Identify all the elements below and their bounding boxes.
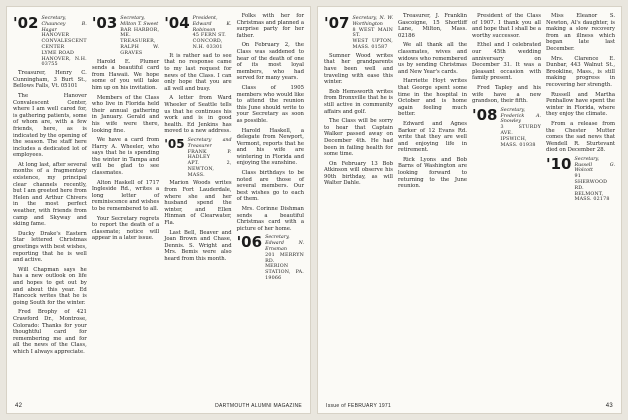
page-footer (7, 403, 310, 410)
column-paragraph: Rick Lyons and Bob Barns of Washington are looking forward to returning to the June reunion. (398, 156, 467, 190)
address-line: MERION STATION, PA. 19066 (265, 264, 304, 281)
column (324, 13, 393, 399)
column-paragraph: We have a card from Harry A. Wheeler, who says that he is spending the winter in Tampa and will be glad to see classmates. (91, 137, 160, 177)
address-line: FRANK P. HADLEY (187, 149, 232, 161)
publication-name: DARTMOUTH ALUMNI MAGAZINE (215, 403, 302, 409)
class-entry-header (324, 16, 393, 51)
class-year: '02 (13, 14, 39, 32)
column-paragraph: Sumner Wood writes that her grandparents have been well and traveling with ease this winter. (324, 52, 393, 86)
secretary-address (500, 108, 541, 149)
column-paragraph: Harold Haskell, a delegate from Newport, Vermont, reports that he and his wife are wintering in Florida and enjoying the sunshine. (236, 127, 304, 167)
address-line: 8 WEST MAIN ST. (352, 27, 393, 39)
column-paragraph: Treasurer, J. Franklin Gascoigne, 15 Shortliff Lane, Milton, Mass. 02186 (398, 13, 467, 39)
column-paragraph: Fred Brophy of 421 Crawford Dr., Montrose, Colorado: Thanks for your thoughtful card for remembering me and for all the news of the Class, which I always appreciate. (13, 309, 87, 355)
column-paragraph: On February 2, the Class was saddened to hear of the death of one of its most loyal members, who had served for many years. (236, 42, 304, 82)
page-number: 43 (605, 403, 613, 409)
column-paragraph: President of the Class of 1907. I thank you all and hope that I shall be a worthy successor. (472, 13, 541, 39)
column-paragraph: Marion Woods writes from Fort Lauderdale, where she and her husband spend the winter, and Ellen Hinman of Clearwater, Fla. (164, 180, 232, 227)
secretary-address (352, 16, 393, 51)
column-paragraph: Alton Haskell of 1717 Ingleside Rd., writes a long letter of reminiscence and wishes to be remembered to all. (91, 179, 160, 213)
column-paragraph: Members of the Class who live in Florida held their annual gathering in January. Gerald and his wife were there, looking fine. (91, 94, 160, 134)
address-line: 91 SHERWOOD RD. (574, 174, 608, 191)
address-line: WEST UPTON, MASS. 01587 (352, 39, 393, 50)
column (546, 13, 615, 399)
address-line: Secretary, N. W. Worthington (352, 16, 393, 27)
column-paragraph: Ducky Drake's Eastern Star lettered Christmas greetings with best wishes, reporting that he is well and active. (13, 230, 87, 264)
address-line: LYME ROAD (41, 50, 75, 56)
address-line: Secretary, Frederick A. Snowley (500, 107, 541, 125)
column-paragraph: Edward and Agnes Barker of 12 Evans Rd. write that they are well and enjoying life in retirement. (398, 120, 467, 154)
column-paragraph: Fred Tapley and his wife have a new grandson, their fifth. (472, 84, 541, 105)
column-paragraph: Class birthdays to be noted are those of several members. Our best wishes go to each of them. (236, 170, 304, 203)
class-year: '05 (164, 136, 185, 151)
column-paragraph: Treasurer, Henry C. Cunningham, 3 Burt St., Bellows Falls, Vt. 05101 (13, 70, 87, 90)
address-line: TREASURER, RALPH W. GRAVES (120, 39, 160, 56)
column (472, 13, 541, 399)
right-page (317, 6, 622, 414)
column-paragraph: Harold E. Plumer sends a beautiful card from Hawaii. We hope some of you will take him up on his invitation. (91, 58, 160, 91)
column (92, 13, 159, 399)
secretary-address (265, 235, 304, 281)
column (13, 13, 87, 399)
column-paragraph: Your Secretary regrets to report the death of a classmate; notice will appear in a later issue. (91, 215, 160, 242)
address-line: 201 MERRYN RD. (265, 252, 304, 264)
class-year: '03 (91, 14, 118, 32)
class-entry-header (92, 16, 159, 57)
class-year: '10 (546, 154, 572, 173)
address-line: 3 STURDY AVE. (500, 125, 541, 136)
column-paragraph: Harriette Hoyt writes that George spent some time in the hospital in October and is home again feeling much better. (398, 78, 467, 118)
address-line: President, Edward K. Robinson (192, 16, 232, 33)
secretary-address (120, 16, 159, 57)
address-line: 45 FERN ST. (192, 33, 226, 39)
secretary-address (193, 16, 232, 51)
column (398, 13, 467, 399)
column-paragraph: A letter from Ward Wheeler of Seattle tells us that he continues his work and is in good health. Ed Jenkins has moved to a new address. (164, 95, 232, 135)
address-line: Secretary and Treasurer (187, 137, 232, 149)
column-paragraph: At long last, after several months of a fragmentary existence, my principal clear channels recently, but I am greeted here from Helen and Arthur Chivers in the most perfect weather, with friends from camp and Skyway and skiing fame. (13, 161, 87, 228)
class-entry-header (13, 16, 87, 68)
address-line: Secretary, Edward N. Ernsman (265, 235, 304, 252)
column-paragraph: The Class will be sorry to hear that Captain Walker passed away on December 4th. He had been in failing health for some time. (324, 118, 393, 158)
class-entry-header (237, 235, 304, 281)
class-entry-header (164, 16, 231, 51)
column-paragraph: Bob Hemsworth writes from Bronxville that he is still active in community affairs and golf. (324, 88, 393, 115)
magazine-spread (6, 6, 622, 414)
address-line: HANOVER CONVALESCENT CENTER (41, 33, 87, 50)
page-footer (318, 403, 621, 410)
address-line: HANOVER, N.H. 03755 (41, 56, 87, 68)
class-year: '08 (472, 105, 498, 124)
column (237, 13, 304, 399)
column-paragraph: It is rather sad to see that no response came to my last request for news of the Class. I can only hope that you are all well and busy. (164, 52, 232, 92)
column-paragraph: Russell and Martha Penhallow have spent the winter in Florida, where they enjoy the climate. (546, 91, 615, 118)
address-line: BELMONT, MASS. 02178 (574, 191, 610, 203)
column-paragraph: Will Chapman says he has a new outlook on life and hopes to get out by and about this year. Ed Hancock writes that he is going South for the winter. (13, 266, 87, 306)
address-line: Secretary, Russell G. Wolcott (574, 156, 615, 174)
address-line: IPSWICH, MASS. 01938 (500, 136, 536, 148)
issue-date: Issue of FEBRUARY 1971 (326, 403, 392, 409)
column (164, 13, 231, 399)
column-paragraph: On February 13 Bob Atkinson will observe his 90th birthday, as will Walter Dahle. (324, 160, 393, 187)
address-line: CONCORD, N.H. 03301 (192, 39, 223, 50)
column-paragraph: Folks with her for Christmas and planned a surprise party for her father. (236, 13, 304, 39)
secretary-address (574, 157, 615, 203)
column-paragraph: Class of 1905 members who would like to attend the reunion this June should write to your Secretary as soon as possible. (236, 84, 304, 124)
secretary-address (41, 16, 86, 68)
column-paragraph: The Hanover Convalescent Center, where I am well cared for, is gathering patients, some of whom are, with a few friends, here, as is indicated by the opening of the season. The staff here includes a dedicated lot of employees. (13, 92, 87, 159)
address-line: APT. 2, NEWTON, MASS. (187, 161, 232, 178)
column-paragraph: From a release from the Chester Mutter comes the sad news that Wendell R. Sturtevant died on December 28. (546, 120, 615, 154)
class-entry-header (472, 105, 541, 149)
address-line: Secretary, Milton T. Sweet (120, 16, 159, 27)
secretary-address (188, 138, 232, 179)
column-paragraph: Ethel and I celebrated our 45th wedding anniversary on December 31. It was a pleasant occasion with family present. (472, 42, 541, 82)
class-entry-header (164, 138, 231, 179)
column-paragraph: Last Bell, Beaver and Joan Brown and Chase, Dennis. S. Wright and Mrs. Bemis were also heard from this month. (164, 229, 232, 263)
column-paragraph: Mrs. Corinne Dishman sends a beautiful Christmas card with a picture of her home. (236, 206, 304, 232)
address-line: Secretary, Chauncey B. Hagar (41, 16, 87, 33)
class-entry-header (546, 154, 615, 203)
class-year: '06 (236, 233, 263, 252)
column-paragraph: Miss Eleanor S. Newton, Al's daughter, is making a slow recovery from an illness which began late last December. (546, 13, 615, 52)
address-line: BAR HARBOR, ME. (120, 27, 160, 39)
class-year: '07 (324, 14, 350, 32)
page-number: 42 (15, 403, 23, 409)
column-paragraph: We all thank all the classmates, wives and widows who remembered us by sending Christmas and New Year's cards. (398, 42, 467, 75)
class-year: '04 (164, 14, 190, 32)
column-paragraph: Mrs. Clarence E. Dunbar, 443 Walnut St., Brookline, Mass., is still making progress in recovering her strength. (546, 55, 615, 88)
left-page (6, 6, 311, 414)
